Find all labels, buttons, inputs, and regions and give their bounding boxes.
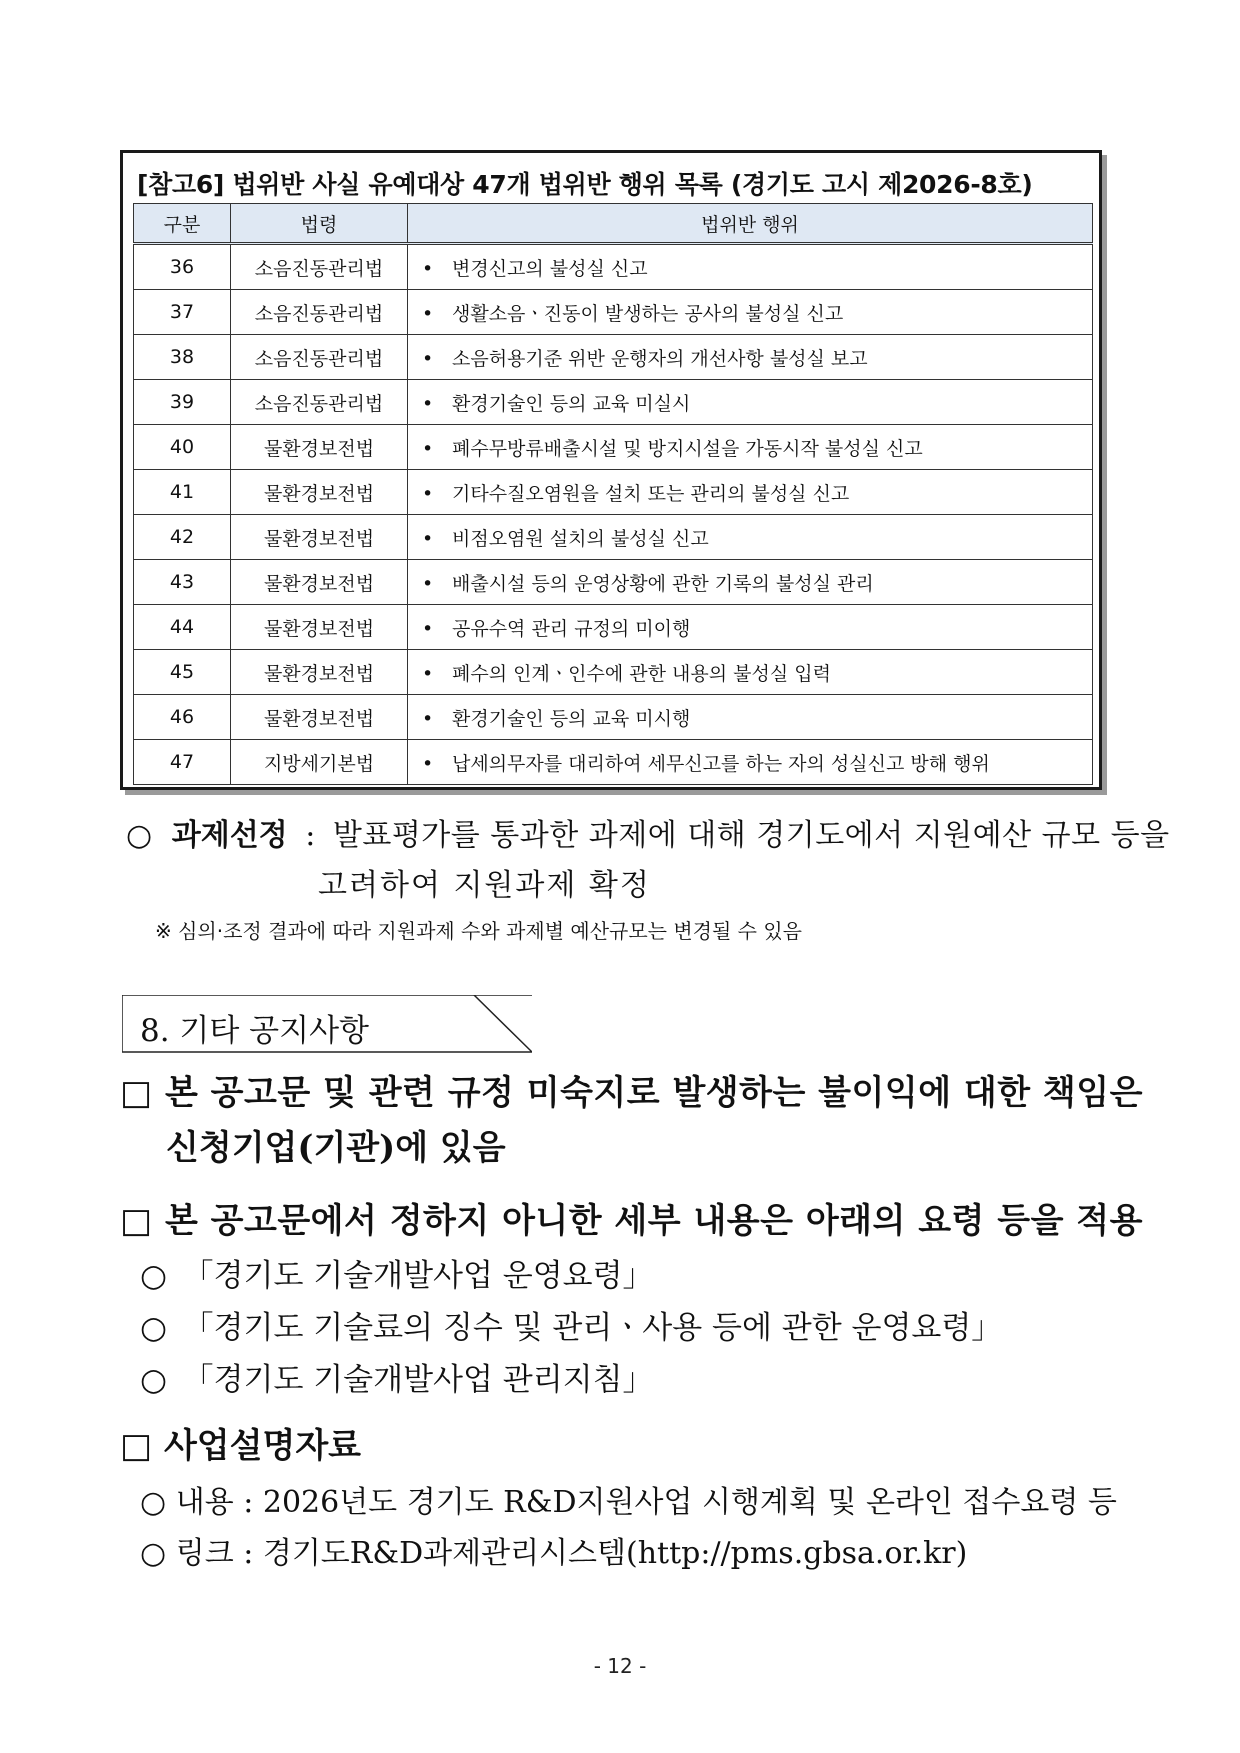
header-category: 구분 <box>134 204 231 244</box>
table-row <box>134 650 1093 695</box>
row-violation <box>408 650 1093 695</box>
row-violation <box>408 515 1093 560</box>
row-law: 물환경보전법 <box>231 425 408 470</box>
violation-text: 납세의무자를 대리하여 세무신고를 하는 자의 성실신고 방해 행위 <box>452 752 990 775</box>
bullet-icon: • <box>422 527 434 550</box>
row-law: 소음진동관리법 <box>231 380 408 425</box>
row-number: 36 <box>134 244 231 290</box>
notice-item-2-sub-2: ○ 「경기도 기술료의 징수 및 관리ㆍ사용 등에 관한 운영요령」 <box>140 1310 1003 1346</box>
notice-item-2-sub-3: ○ 「경기도 기술개발사업 관리지침」 <box>140 1362 654 1398</box>
violation-text: 환경기술인 등의 교육 미실시 <box>452 392 691 415</box>
notice-item-1-line-2: 신청기업(기관)에 있음 <box>166 1128 506 1168</box>
bullet-icon: • <box>422 257 434 280</box>
header-law: 법령 <box>231 204 408 244</box>
violation-text: 소음허용기준 위반 운행자의 개선사항 불성실 보고 <box>452 347 868 370</box>
section8-tab <box>122 995 532 1053</box>
table-row <box>134 515 1093 560</box>
row-law: 소음진동관리법 <box>231 290 408 335</box>
bullet-icon: • <box>422 347 434 370</box>
reference-box <box>120 150 1102 790</box>
bullet-icon: • <box>422 482 434 505</box>
bullet-icon: • <box>422 392 434 415</box>
page-number: - 12 - <box>593 1654 647 1678</box>
row-law: 소음진동관리법 <box>231 335 408 380</box>
violation-text: 변경신고의 불성실 신고 <box>452 257 648 280</box>
row-violation <box>408 560 1093 605</box>
violation-text: 비점오염원 설치의 불성실 신고 <box>452 527 709 550</box>
reference-title: [참고6] 법위반 사실 유예대상 47개 법위반 행위 목록 (경기도 고시 제2026-8호) <box>137 170 1033 199</box>
row-law: 물환경보전법 <box>231 515 408 560</box>
row-violation <box>408 244 1093 290</box>
row-law: 물환경보전법 <box>231 650 408 695</box>
row-number: 47 <box>134 740 231 785</box>
row-violation <box>408 425 1093 470</box>
row-number: 41 <box>134 470 231 515</box>
selection-text-1: 발표평가를 통과한 과제에 대해 경기도에서 지원예산 규모 등을 <box>332 818 1170 853</box>
table-row <box>134 244 1093 290</box>
notice-item-3-sub-2: ○ 링크 : 경기도R&D과제관리시스템(http://pms.gbsa.or.kr) <box>140 1536 968 1571</box>
selection-label: 과제선정 <box>171 818 288 853</box>
violation-table <box>133 203 1093 785</box>
row-law: 물환경보전법 <box>231 695 408 740</box>
section8-title: 8. 기타 공지사항 <box>140 1013 369 1049</box>
violation-text: 폐수무방류배출시설 및 방지시설을 가동시작 불성실 신고 <box>452 437 923 460</box>
violation-text: 공유수역 관리 규정의 미이행 <box>452 617 691 640</box>
notice-item-2: □ 본 공고문에서 정하지 아니한 세부 내용은 아래의 요령 등을 적용 <box>120 1201 1143 1241</box>
notice-item-1-line-1: □ 본 공고문 및 관련 규정 미숙지로 발생하는 불이익에 대한 책임은 <box>120 1073 1143 1113</box>
row-law: 물환경보전법 <box>231 470 408 515</box>
row-number: 42 <box>134 515 231 560</box>
row-violation <box>408 470 1093 515</box>
table-row <box>134 425 1093 470</box>
bullet-icon: • <box>422 617 434 640</box>
row-law: 물환경보전법 <box>231 560 408 605</box>
table-row <box>134 470 1093 515</box>
row-number: 40 <box>134 425 231 470</box>
table-row <box>134 695 1093 740</box>
violation-text: 기타수질오염원을 설치 또는 관리의 불성실 신고 <box>452 482 850 505</box>
violation-text: 배출시설 등의 운영상황에 관한 기록의 불성실 관리 <box>452 572 874 595</box>
selection-text-2: 고려하여 지원과제 확정 <box>318 868 651 903</box>
table-row <box>134 605 1093 650</box>
notice-item-2-sub-1: ○ 「경기도 기술개발사업 운영요령」 <box>140 1258 654 1294</box>
row-number: 38 <box>134 335 231 380</box>
notice-item-3: □ 사업설명자료 <box>120 1426 362 1466</box>
violation-text: 환경기술인 등의 교육 미시행 <box>452 707 691 730</box>
row-violation <box>408 380 1093 425</box>
bullet-icon: • <box>422 752 434 775</box>
violation-text: 생활소음ㆍ진동이 발생하는 공사의 불성실 신고 <box>452 302 844 325</box>
row-number: 46 <box>134 695 231 740</box>
bullet-icon: • <box>422 437 434 460</box>
row-number: 45 <box>134 650 231 695</box>
selection-note: ※ 심의·조정 결과에 따라 지원과제 수와 과제별 예산규모는 변경될 수 있음 <box>155 919 802 943</box>
row-violation <box>408 605 1093 650</box>
row-number: 37 <box>134 290 231 335</box>
table-header-row <box>134 204 1093 244</box>
selection-colon: : <box>305 818 316 853</box>
table-row <box>134 380 1093 425</box>
table-row <box>134 290 1093 335</box>
bullet-icon: • <box>422 572 434 595</box>
row-number: 39 <box>134 380 231 425</box>
row-law: 소음진동관리법 <box>231 244 408 290</box>
row-violation <box>408 695 1093 740</box>
row-violation <box>408 290 1093 335</box>
row-number: 43 <box>134 560 231 605</box>
table-row <box>134 335 1093 380</box>
row-violation <box>408 740 1093 785</box>
table-row <box>134 560 1093 605</box>
selection-line-1 <box>126 810 1170 854</box>
bullet-icon: • <box>422 302 434 325</box>
table-row <box>134 740 1093 785</box>
bullet-icon: • <box>422 707 434 730</box>
row-law: 물환경보전법 <box>231 605 408 650</box>
selection-marker: ○ <box>126 818 153 853</box>
header-violation: 법위반 행위 <box>408 204 1093 244</box>
bullet-icon: • <box>422 662 434 685</box>
violation-text: 폐수의 인계ㆍ인수에 관한 내용의 불성실 입력 <box>452 662 831 685</box>
row-number: 44 <box>134 605 231 650</box>
row-law: 지방세기본법 <box>231 740 408 785</box>
notice-item-3-sub-1: ○ 내용 : 2026년도 경기도 R&D지원사업 시행계획 및 온라인 접수요령 등 <box>140 1485 1117 1520</box>
row-violation <box>408 335 1093 380</box>
